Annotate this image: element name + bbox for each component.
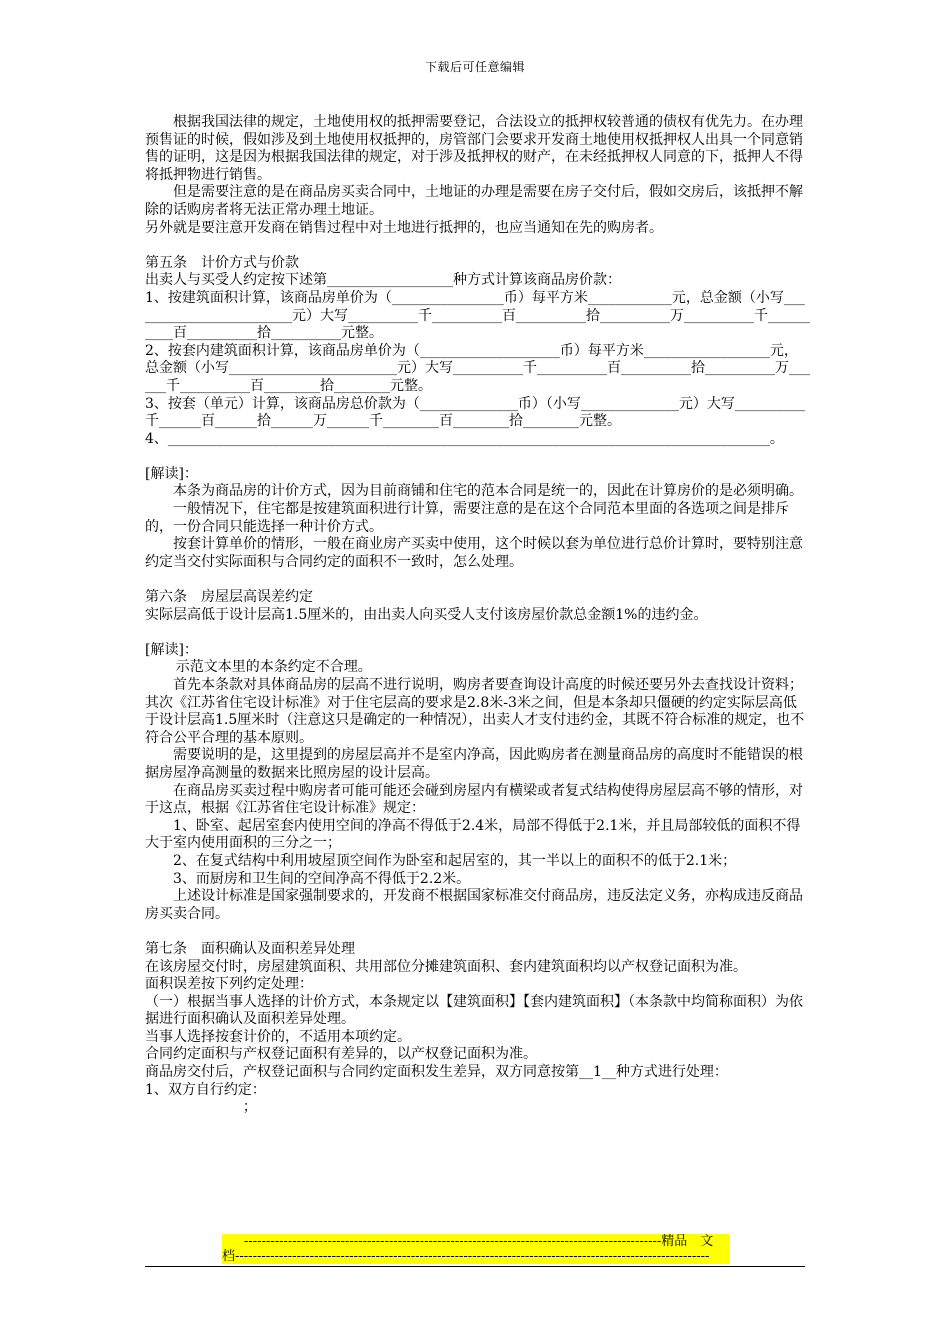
blank-line [145, 237, 810, 255]
paragraph: [解读]： [145, 641, 198, 658]
paragraph: ； [145, 1099, 257, 1116]
paragraph: 1、双方自行约定： [145, 1081, 266, 1098]
paragraph: 2、在复式结构中利用坡屋顶空间作为卧室和起居室的，其一半以上的面积不的低于2.1米； [173, 852, 737, 869]
blank-line [145, 571, 810, 589]
document-body [145, 114, 810, 1117]
paragraph: 4、______________________________________________________________________________________。 [145, 430, 784, 447]
paragraph: 1、卧室、起居室套内使用空间的净高不得低于2.4米，局部不得低于2.1米，并且局部较低的面积不得大于室内使用面积的三分之一； [145, 817, 801, 852]
paragraph: 第六条 房屋层高误差约定 [145, 589, 313, 606]
paragraph: 示范文本里的本条约定不合理。 [175, 659, 372, 676]
paragraph: （一）根据当事人选择的计价方式，本条规定以【建筑面积】【套内建筑面积】（本条款中均简称面积）为依据进行面积确认及面积差异处理。 [145, 993, 803, 1028]
paragraph: 首先本条款对具体商品房的层高不进行说明，购房者要查询设计高度的时候还要另外去查找设计资料；其次《江苏省住宅设计标准》对于住宅层高的要求是2.8米-3米之间，但是本条却只僵硬的约定实际层高低于设计层高1.5厘米时（注意这只是确定的一种情况），出卖人才支付违约金，其既不符合标准的规定，也不符合公平合理的基本原则。 [145, 677, 805, 746]
footer-watermark-banner [222, 1234, 730, 1264]
paragraph: 第七条 面积确认及面积差异处理 [145, 940, 355, 957]
paragraph: 3、按套（单元）计算，该商品房总价款为（______________币）（小写______________元）大写__________千______百______拾______万______千________百________拾________元整。 [145, 395, 805, 430]
paragraph: 根据我国法律的规定，土地使用权的抵押需要登记，合法设立的抵押权较普通的债权有优先力。在办理预售证的时候，假如涉及到土地使用权抵押的，房管部门会要求开发商土地使用权抵押权人出具一个同意销售的证明，这是因为根据我国法律的规定，对于涉及抵押权的财产，在未经抵押权人同意的下，抵押人不得将抵押物进行销售。 [145, 114, 803, 183]
blank-line [145, 624, 810, 642]
paragraph: 商品房交付后，产权登记面积与合同约定面积发生差异，双方同意按第__1__种方式进行处理： [145, 1064, 728, 1081]
paragraph: 2、按套内建筑面积计算，该商品房单价为（____________________币）每平方米__________________元， [145, 342, 798, 359]
paragraph: 本条为商品房的计价方式，因为目前商铺和住宅的范本合同是统一的，因此在计算房价的是必须明确。 [173, 483, 803, 500]
page-header: 下载后可任意编辑 [424, 60, 525, 74]
blank-line [145, 448, 810, 466]
paragraph: 当事人选择按套计价的，不适用本项约定。 [145, 1028, 411, 1045]
footer-banner-line-1: -----------------------------------------------------------------------------------------------精品 文 [244, 1234, 714, 1249]
paragraph: 按套计算单价的情形，一般在商业房产买卖中使用，这个时候以套为单位进行总价计算时，要特别注意约定当交付实际面积与合同约定的面积不一致时，怎么处理。 [145, 536, 803, 570]
blank-line [145, 923, 810, 941]
paragraph: 在该房屋交付时，房屋建筑面积、共用部位分摊建筑面积、套内建筑面积均以产权登记面积为准。 [145, 958, 747, 975]
paragraph: 第五条 计价方式与价款 [145, 254, 299, 271]
paragraph: 实际层高低于设计层高1.5厘米的，由出卖人向买受人支付该房屋价款总金额1%的违约金。 [145, 606, 708, 623]
paragraph: 出卖人与买受人约定按下述第__________________种方式计算该商品房价款： [145, 272, 621, 289]
paragraph: 需要说明的是，这里提到的房屋层高并不是室内净高，因此购房者在测量商品房的高度时不能错误的根据房屋净高测量的数据来比照房屋的设计层高。 [145, 747, 803, 781]
footer-divider [145, 1266, 805, 1267]
paragraph: 3、而厨房和卫生间的空间净高不得低于2.2米。 [173, 870, 471, 887]
paragraph: 1、按建筑面积计算，该商品房单价为（________________币）每平方米____________元，总金额（小写________________________元）大写__________千__________百__________拾__________万__________千__________百__________拾__________元整。 [145, 289, 810, 342]
paragraph: 上述设计标准是国家强制要求的，开发商不根据国家标准交付商品房，违反法定义务，亦构成违反商品房买卖合同。 [145, 888, 803, 922]
paragraph: 总金额（小写________________________元）大写__________千__________百__________拾__________万______千__________百________拾________元整。 [145, 360, 810, 394]
paragraph: 面积误差按下列约定处理： [145, 976, 313, 993]
paragraph: [解读]： [145, 465, 198, 482]
paragraph: 另外就是要注意开发商在销售过程中对土地进行抵押的，也应当通知在先的购房者。 [145, 219, 663, 236]
footer-banner-line-2: 档------------------------------------------------------------------------------------------------------------ [222, 1249, 710, 1264]
paragraph: 在商品房买卖过程中购房者可能可能还会碰到房屋内有横梁或者复式结构使得房屋层高不够的情形，对于这点，根据《江苏省住宅设计标准》规定： [145, 782, 803, 817]
paragraph: 合同约定面积与产权登记面积有差异的，以产权登记面积为准。 [145, 1046, 537, 1063]
paragraph: 但是需要注意的是在商品房买卖合同中，土地证的办理是需要在房子交付后，假如交房后，该抵押不解除的话购房者将无法正常办理土地证。 [145, 184, 803, 218]
paragraph: 一般情况下，住宅都是按建筑面积进行计算，需要注意的是在这个合同范本里面的各选项之间是排斥的，一份合同只能选择一种计价方式。 [145, 501, 789, 535]
